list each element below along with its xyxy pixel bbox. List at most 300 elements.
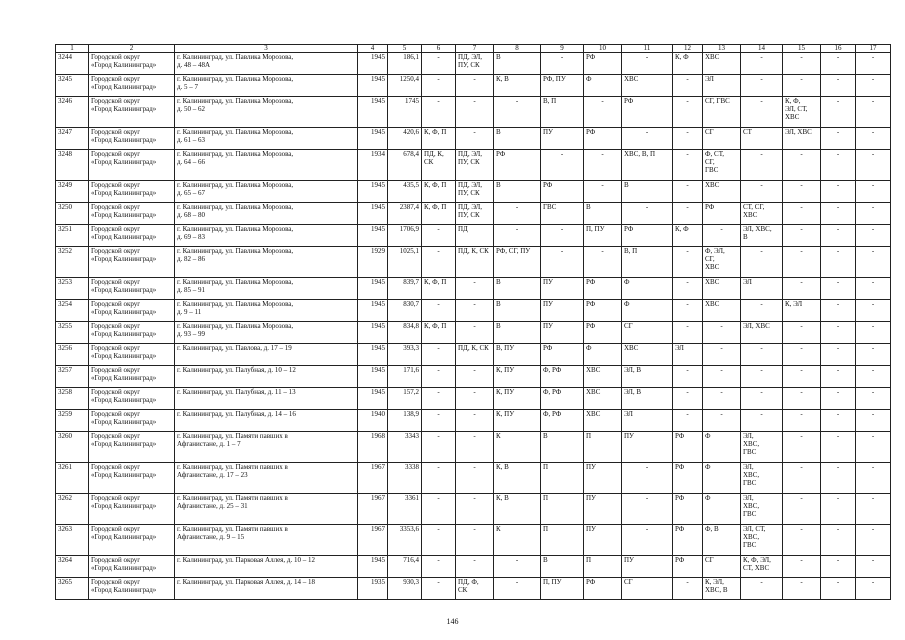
table-cell: г. Калининград, ул. Парковая Аллея, д. 14 – 18 [175, 578, 358, 600]
table-cell: 1945 [358, 344, 388, 366]
table-cell: ХВС, В, П [622, 150, 673, 181]
table-cell: - [783, 410, 821, 432]
table-cell: 3248 [56, 150, 89, 181]
table-cell: Городской округ «Город Калининград» [89, 463, 175, 494]
table-cell: - [821, 432, 856, 463]
table-cell: - [821, 97, 856, 128]
table-cell: - [703, 344, 741, 366]
table-cell: г. Калининград, ул. Павлика Морозова, д. 69 – 83 [175, 225, 358, 247]
table-cell: - [856, 463, 891, 494]
table-cell: 1945 [358, 75, 388, 97]
table-cell: К, Ф, П [422, 278, 456, 300]
table-cell: - [541, 53, 584, 75]
table-cell: Городской округ «Город Калининград» [89, 388, 175, 410]
table-cell: - [456, 525, 494, 556]
table-cell: - [673, 97, 703, 128]
table-cell: г. Калининград, ул. Палубная, д. 10 – 12 [175, 366, 358, 388]
table-cell: Ф [703, 463, 741, 494]
table-cell: г. Калининград, ул. Памяти павших в Афганистане, д. 17 – 23 [175, 463, 358, 494]
table-cell: 1706,9 [388, 225, 422, 247]
table-cell: 3353,6 [388, 525, 422, 556]
table-row [56, 410, 891, 432]
table-cell: К, ПУ [494, 388, 541, 410]
table-cell: Городской округ «Город Калининград» [89, 225, 175, 247]
table-cell: Городской округ «Город Калининград» [89, 181, 175, 203]
table-cell: ХВС [622, 344, 673, 366]
table-cell: - [856, 300, 891, 322]
table-cell: В [494, 322, 541, 344]
table-cell: - [821, 578, 856, 600]
table-cell: 1945 [358, 322, 388, 344]
table-cell: - [741, 578, 783, 600]
table-cell: - [821, 150, 856, 181]
table-cell: - [456, 278, 494, 300]
table-cell: 3245 [56, 75, 89, 97]
table-cell: - [821, 388, 856, 410]
table-cell: г. Калининград, ул. Павлова, д. 17 – 19 [175, 344, 358, 366]
table-cell: ПД, Ф, СК [456, 578, 494, 600]
table-cell: Ф [622, 278, 673, 300]
table-cell: - [856, 128, 891, 150]
table-cell: 1945 [358, 300, 388, 322]
table-cell: 3253 [56, 278, 89, 300]
table-cell: - [494, 225, 541, 247]
table-cell: Ф, СТ, СГ, ГВС [703, 150, 741, 181]
table-cell: К, Ф, П [422, 203, 456, 225]
page-number: 146 [446, 617, 459, 626]
table-cell: РФ [584, 278, 622, 300]
column-number-cell: 5 [388, 45, 422, 53]
table-cell: - [856, 278, 891, 300]
table-cell: - [783, 181, 821, 203]
table-cell: РФ [622, 97, 673, 128]
table-cell: - [783, 247, 821, 278]
table-cell: - [673, 247, 703, 278]
table-cell: - [821, 525, 856, 556]
table-cell: - [821, 203, 856, 225]
table-cell: - [494, 97, 541, 128]
table-cell: г. Калининград, ул. Павлика Морозова, д. 85 – 91 [175, 278, 358, 300]
table-cell: 3254 [56, 300, 89, 322]
table-cell: - [783, 525, 821, 556]
table-cell: В [494, 128, 541, 150]
table-cell: - [422, 300, 456, 322]
column-number-cell: 17 [856, 45, 891, 53]
table-row [56, 128, 891, 150]
table-cell: 1929 [358, 247, 388, 278]
table-cell: В [494, 300, 541, 322]
table-cell: 1935 [358, 578, 388, 600]
table-cell: - [821, 181, 856, 203]
table-row [56, 322, 891, 344]
table-cell: ПУ [541, 322, 584, 344]
table-cell: - [783, 203, 821, 225]
table-cell: РФ [673, 556, 703, 578]
table-cell: ЭЛ, ХВС, В [741, 225, 783, 247]
table-cell: - [422, 97, 456, 128]
table-cell: Ф [622, 300, 673, 322]
table-cell: - [741, 150, 783, 181]
table-cell: ХВС [703, 181, 741, 203]
table-cell: - [856, 432, 891, 463]
table-row [56, 388, 891, 410]
table-cell: 1025,1 [388, 247, 422, 278]
table-cell: ЭЛ, СТ, ХВС, ГВС [741, 525, 783, 556]
table-cell: - [856, 366, 891, 388]
table-cell: Городской округ «Город Калининград» [89, 432, 175, 463]
table-cell: В [494, 181, 541, 203]
table-cell: 3246 [56, 97, 89, 128]
table-cell: - [622, 203, 673, 225]
column-number-cell: 16 [821, 45, 856, 53]
table-cell: ПД, ЭЛ, ПУ, СК [456, 53, 494, 75]
table-cell: РФ [673, 432, 703, 463]
table-row [56, 278, 891, 300]
table-cell: ГВС [541, 203, 584, 225]
table-row [56, 578, 891, 600]
table-cell: РФ [673, 494, 703, 525]
table-cell: 1945 [358, 97, 388, 128]
table-cell: К, ПУ [494, 366, 541, 388]
table-cell: ЭЛ, В [622, 388, 673, 410]
table-cell: ХВС [622, 75, 673, 97]
table-cell: - [422, 525, 456, 556]
table-cell: ЭЛ, В [622, 366, 673, 388]
table-cell: - [856, 578, 891, 600]
table-cell: 3256 [56, 344, 89, 366]
table-cell: П [584, 432, 622, 463]
table-cell: П, ПУ [584, 225, 622, 247]
table-cell: Городской округ «Город Калининград» [89, 97, 175, 128]
table-row [56, 97, 891, 128]
table-cell: Городской округ «Город Калининград» [89, 203, 175, 225]
table-cell: ПУ [584, 463, 622, 494]
table-cell: 678,4 [388, 150, 422, 181]
table-cell: РФ [673, 463, 703, 494]
table-cell: ЭЛ [741, 278, 783, 300]
table-cell: - [622, 525, 673, 556]
table-cell: г. Калининград, ул. Павлика Морозова, д. 64 – 66 [175, 150, 358, 181]
table-row [56, 494, 891, 525]
table-cell: Городской округ «Город Калининград» [89, 247, 175, 278]
table-cell: 1967 [358, 525, 388, 556]
table-cell: РФ [494, 150, 541, 181]
table-cell: - [783, 322, 821, 344]
table-cell: 3361 [388, 494, 422, 525]
table-cell: - [783, 278, 821, 300]
table-cell: - [673, 150, 703, 181]
table-cell: РФ, СГ, ПУ [494, 247, 541, 278]
table-cell: 1945 [358, 53, 388, 75]
table-cell: - [821, 463, 856, 494]
table-row [56, 150, 891, 181]
table-cell: - [494, 556, 541, 578]
table-cell: г. Калининград, ул. Палубная, д. 11 – 13 [175, 388, 358, 410]
table-cell: 186,1 [388, 53, 422, 75]
table-cell: К, Ф [673, 225, 703, 247]
table-cell: - [673, 128, 703, 150]
table-row [56, 247, 891, 278]
table-cell: РФ [584, 322, 622, 344]
table-cell: - [703, 366, 741, 388]
table-cell: - [741, 366, 783, 388]
table-cell: ПД, К, СК [456, 247, 494, 278]
table-cell: - [783, 556, 821, 578]
table-cell: г. Калининград, ул. Павлика Морозова, д. 50 – 62 [175, 97, 358, 128]
table-cell: Городской округ «Город Калининград» [89, 278, 175, 300]
column-number-cell: 14 [741, 45, 783, 53]
table-cell: П [584, 556, 622, 578]
table-cell: ЭЛ [622, 410, 673, 432]
column-number-cell: 1 [56, 45, 89, 53]
table-cell: - [741, 247, 783, 278]
column-number-cell: 6 [422, 45, 456, 53]
table-cell: В [494, 278, 541, 300]
table-cell: Ф [584, 75, 622, 97]
table-cell: ПД, К, СК [422, 150, 456, 181]
table-cell: 1945 [358, 128, 388, 150]
table-cell: 930,3 [388, 578, 422, 600]
table-cell: - [422, 388, 456, 410]
table-cell: Ф [703, 432, 741, 463]
table-cell: Городской округ «Город Калининград» [89, 150, 175, 181]
table-cell: 3252 [56, 247, 89, 278]
table-cell: - [622, 463, 673, 494]
table-cell: - [456, 432, 494, 463]
table-cell: Ф, РФ [541, 388, 584, 410]
table-cell: - [673, 278, 703, 300]
table-cell: СТ, СГ, ХВС [741, 203, 783, 225]
table-cell: 3247 [56, 128, 89, 150]
table-cell: РФ [584, 53, 622, 75]
table-cell: РФ [584, 300, 622, 322]
table-cell: ПУ [584, 494, 622, 525]
table-cell: - [856, 525, 891, 556]
table-cell: Ф, РФ [541, 366, 584, 388]
table-cell: г. Калининград, ул. Павлика Морозова, д. 68 – 80 [175, 203, 358, 225]
table-cell: - [783, 463, 821, 494]
table-cell: Ф [703, 494, 741, 525]
table-cell: К, Ф [673, 53, 703, 75]
table-cell: - [741, 53, 783, 75]
table-cell: 393,3 [388, 344, 422, 366]
table-cell: РФ [584, 128, 622, 150]
table-cell: - [673, 366, 703, 388]
table-cell: 3255 [56, 322, 89, 344]
table-cell: 1967 [358, 463, 388, 494]
table-cell: - [422, 556, 456, 578]
table-cell: ПУ [541, 300, 584, 322]
table-cell: - [494, 578, 541, 600]
table-cell: - [422, 578, 456, 600]
table-cell: 1940 [358, 410, 388, 432]
table-cell: - [456, 366, 494, 388]
table-cell: 3264 [56, 556, 89, 578]
table-cell: К, Ф, П [422, 181, 456, 203]
table-cell: г. Калининград, ул. Памяти павших в Афганистане, д. 25 – 31 [175, 494, 358, 525]
table-cell: ПД, ЭЛ, ПУ, СК [456, 150, 494, 181]
table-cell: - [783, 75, 821, 97]
table-cell: ЭЛ, ХВС, ГВС [741, 432, 783, 463]
table-cell: - [673, 578, 703, 600]
table-cell: - [821, 278, 856, 300]
table-cell: ПУ [541, 128, 584, 150]
column-number-cell: 12 [673, 45, 703, 53]
table-cell: ПД, ЭЛ, ПУ, СК [456, 203, 494, 225]
table-cell: - [783, 225, 821, 247]
column-number-cell: 13 [703, 45, 741, 53]
table-cell: СГ [703, 128, 741, 150]
table-cell: 3258 [56, 388, 89, 410]
table-cell: ХВС [703, 278, 741, 300]
table-cell: - [456, 300, 494, 322]
table-cell: - [741, 410, 783, 432]
table-cell: Городской округ «Город Калининград» [89, 53, 175, 75]
table-cell: - [821, 53, 856, 75]
table-cell: - [783, 578, 821, 600]
table-cell: г. Калининград, ул. Павлика Морозова, д. 82 – 86 [175, 247, 358, 278]
table-cell: 716,4 [388, 556, 422, 578]
table-cell: В, ПУ [494, 344, 541, 366]
table-cell: - [821, 128, 856, 150]
table-cell: 3249 [56, 181, 89, 203]
table-cell: РФ [541, 344, 584, 366]
table-cell: К, ЭЛ, ХВС, В [703, 578, 741, 600]
table-cell: Ф, ЭЛ, СГ, ХВС [703, 247, 741, 278]
table-row [56, 300, 891, 322]
table-row [56, 53, 891, 75]
table-cell: - [856, 247, 891, 278]
table-cell: - [422, 247, 456, 278]
table-cell: - [821, 322, 856, 344]
table-cell: ПД [456, 225, 494, 247]
table-cell: - [703, 322, 741, 344]
table-cell: - [456, 463, 494, 494]
table-cell: 1945 [358, 225, 388, 247]
table-cell: 157,2 [388, 388, 422, 410]
table-cell: 3343 [388, 432, 422, 463]
table-cell: 3262 [56, 494, 89, 525]
table-cell: - [673, 181, 703, 203]
table-cell: Городской округ «Город Калининград» [89, 300, 175, 322]
table-row [56, 556, 891, 578]
table-cell: В [541, 556, 584, 578]
table-cell: ПД, ЭЛ, ПУ, СК [456, 181, 494, 203]
table-cell: 3259 [56, 410, 89, 432]
table-cell: РФ [673, 525, 703, 556]
table-row [56, 525, 891, 556]
table-cell: РФ, ПУ [541, 75, 584, 97]
table-cell: - [456, 75, 494, 97]
table-cell: - [821, 225, 856, 247]
table-cell: К [494, 432, 541, 463]
table-cell: г. Калининград, ул. Павлика Морозова, д. 65 – 67 [175, 181, 358, 203]
table-cell: 3257 [56, 366, 89, 388]
table-cell: - [673, 300, 703, 322]
column-number-cell: 10 [584, 45, 622, 53]
table-cell: - [422, 463, 456, 494]
table-cell: - [584, 150, 622, 181]
table-cell: 1945 [358, 556, 388, 578]
table-cell: ПД, К, СК [456, 344, 494, 366]
table-cell: - [783, 366, 821, 388]
table-cell: - [741, 388, 783, 410]
table-cell: Ф [584, 344, 622, 366]
table-cell: - [783, 150, 821, 181]
table-cell: - [856, 53, 891, 75]
table-cell: - [856, 75, 891, 97]
column-number-row [56, 45, 891, 53]
table-cell: В [622, 181, 673, 203]
table-cell: 3263 [56, 525, 89, 556]
column-number-cell: 11 [622, 45, 673, 53]
table-cell: П [541, 494, 584, 525]
table-cell: Городской округ «Город Калининград» [89, 128, 175, 150]
buildings-table [55, 44, 891, 600]
table-cell: СГ [622, 322, 673, 344]
table-cell: Городской округ «Город Калининград» [89, 344, 175, 366]
table-cell: В [494, 53, 541, 75]
table-cell: ЭЛ, ХВС [741, 322, 783, 344]
table-cell: - [856, 181, 891, 203]
table-cell: 3261 [56, 463, 89, 494]
table-cell: Городской округ «Город Калининград» [89, 75, 175, 97]
table-cell: ХВС [703, 53, 741, 75]
table-cell: 1967 [358, 494, 388, 525]
table-cell: г. Калининград, ул. Парковая Аллея, д. 10 – 12 [175, 556, 358, 578]
table-cell: 1934 [358, 150, 388, 181]
table-cell: - [821, 556, 856, 578]
table-cell: - [584, 181, 622, 203]
table-cell: Городской округ «Город Калининград» [89, 525, 175, 556]
table-row [56, 225, 891, 247]
table-cell: К, Ф, ЭЛ, СТ, ХВС [741, 556, 783, 578]
table-cell: г. Калининград, ул. Павлика Морозова, д. 5 – 7 [175, 75, 358, 97]
table-cell: 3260 [56, 432, 89, 463]
table-cell: - [673, 388, 703, 410]
table-cell: ЭЛ, ХВС, ГВС [741, 494, 783, 525]
table-cell: П, ПУ [541, 578, 584, 600]
table-cell: - [783, 432, 821, 463]
table-cell: - [856, 410, 891, 432]
table-cell: К, В [494, 75, 541, 97]
table-cell: П [541, 525, 584, 556]
table-cell: Городской округ «Город Калининград» [89, 410, 175, 432]
table-cell: В [584, 203, 622, 225]
table-cell: - [622, 128, 673, 150]
table-cell: - [821, 300, 856, 322]
table-cell: - [783, 53, 821, 75]
table-cell: - [541, 150, 584, 181]
table-cell: - [856, 388, 891, 410]
table-row [56, 75, 891, 97]
table-cell: 1945 [358, 203, 388, 225]
table-cell: К, Ф, ЭЛ, СТ, ХВС [783, 97, 821, 128]
table-cell: СТ [741, 128, 783, 150]
table-cell: РФ [584, 578, 622, 600]
table-cell: 3265 [56, 578, 89, 600]
table-cell: ЭЛ [703, 75, 741, 97]
table-cell: 1945 [358, 388, 388, 410]
table-cell: К, Ф, П [422, 322, 456, 344]
table-cell: 839,7 [388, 278, 422, 300]
table-cell: - [856, 225, 891, 247]
table-cell: - [584, 247, 622, 278]
table-cell: В, П [622, 247, 673, 278]
table-cell: ПУ [584, 525, 622, 556]
table-cell: ЭЛ, ХВС [783, 128, 821, 150]
table-cell: Ф, РФ [541, 410, 584, 432]
